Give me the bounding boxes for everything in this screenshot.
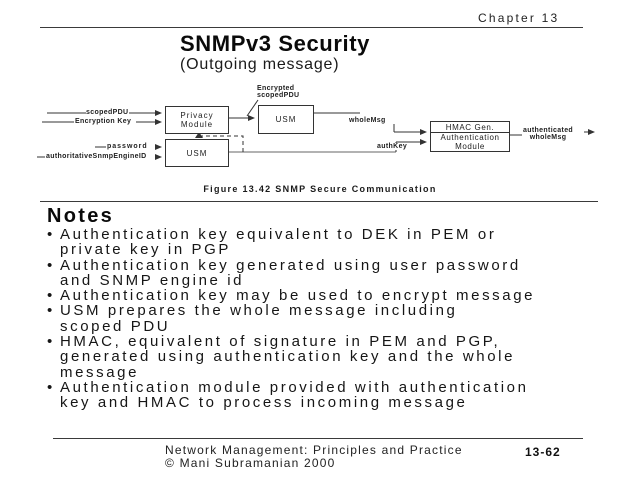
usm-bottom-label: USM: [186, 148, 208, 158]
notes-bullet: [47, 334, 622, 380]
bullet-line: Authentication key may be used to encrypt message: [60, 287, 536, 305]
notes-bullet: [47, 258, 622, 289]
usm-top-box: [258, 105, 314, 134]
hmac-auth-module-box: [430, 121, 510, 152]
label-authenticated-line1: authenticated: [523, 127, 574, 134]
notes-bullet: [47, 288, 622, 303]
hmac-box-title: HMAC Gen.: [431, 122, 509, 133]
header-rule: [40, 27, 583, 28]
privacy-module-label-line2: Module: [180, 120, 214, 129]
bullet-icon: •: [47, 333, 55, 351]
hmac-box-line2: Module: [455, 142, 485, 151]
notes-heading: Notes: [47, 205, 115, 227]
bullet-line: private key in PGP: [60, 241, 232, 259]
footer-rule: [53, 438, 583, 439]
bullet-line: scoped PDU: [60, 317, 171, 335]
usm-top-label: USM: [275, 115, 297, 124]
label-whole-msg: wholeMsg: [349, 117, 386, 124]
chapter-label: Chapter 13: [478, 11, 560, 25]
usm-bottom-box: [165, 139, 229, 167]
label-scoped-pdu: scopedPDU: [86, 109, 129, 116]
bullet-icon: •: [47, 256, 55, 274]
notes-list: [47, 227, 622, 411]
figure-caption: Figure 13.42 SNMP Secure Communication: [203, 184, 437, 194]
bullet-icon: •: [47, 378, 55, 396]
label-encrypted-scoped-pdu: [257, 85, 299, 99]
label-password: password: [107, 143, 148, 150]
notes-bullet: [47, 380, 622, 411]
caption-rule: [40, 201, 598, 202]
bullet-icon: •: [47, 302, 55, 320]
notes-bullet: [47, 303, 622, 334]
label-encryption-key: Encryption Key: [75, 118, 132, 125]
notes-bullet: [47, 227, 622, 258]
slide-title: SNMPv3 Security: [180, 31, 370, 56]
footer-copyright: © Mani Subramanian 2000: [165, 456, 336, 470]
label-auth-key: authKey: [377, 143, 408, 150]
label-encrypted-line2: scopedPDU: [257, 92, 300, 99]
bullet-line: Authentication key generated using user password: [60, 256, 521, 274]
bullet-line: generated using authentication key and the whole: [60, 348, 516, 366]
page-number: 13-62: [525, 445, 561, 459]
bullet-line: key and HMAC to process incoming message: [60, 394, 468, 412]
bullet-line: Authentication module provided with authentication: [60, 378, 529, 396]
footer-book-title: Network Management: Principles and Practice: [165, 443, 463, 457]
bullet-icon: •: [47, 226, 55, 243]
label-authenticated-line2: wholeMsg: [529, 134, 567, 141]
label-authoritative-snmp-engine-id: authoritativeSnmpEngineID: [46, 153, 147, 160]
bullet-line: USM prepares the whole message including: [60, 302, 458, 320]
bullet-line: Authentication key equivalent to DEK in PEM or: [60, 226, 497, 243]
label-authenticated-whole-msg: [523, 127, 573, 141]
slide-subtitle: (Outgoing message): [180, 56, 340, 73]
bullet-line: message: [60, 363, 140, 381]
hmac-box-line1: Authentication: [440, 133, 500, 142]
bullet-icon: •: [47, 287, 55, 305]
privacy-module-box: [165, 106, 229, 134]
privacy-module-label-line1: Privacy: [180, 111, 214, 120]
bullet-line: and SNMP engine id: [60, 271, 245, 289]
bullet-line: HMAC, equivalent of signature in PEM and PGP,: [60, 333, 501, 351]
label-encrypted-line1: Encrypted: [257, 85, 295, 92]
